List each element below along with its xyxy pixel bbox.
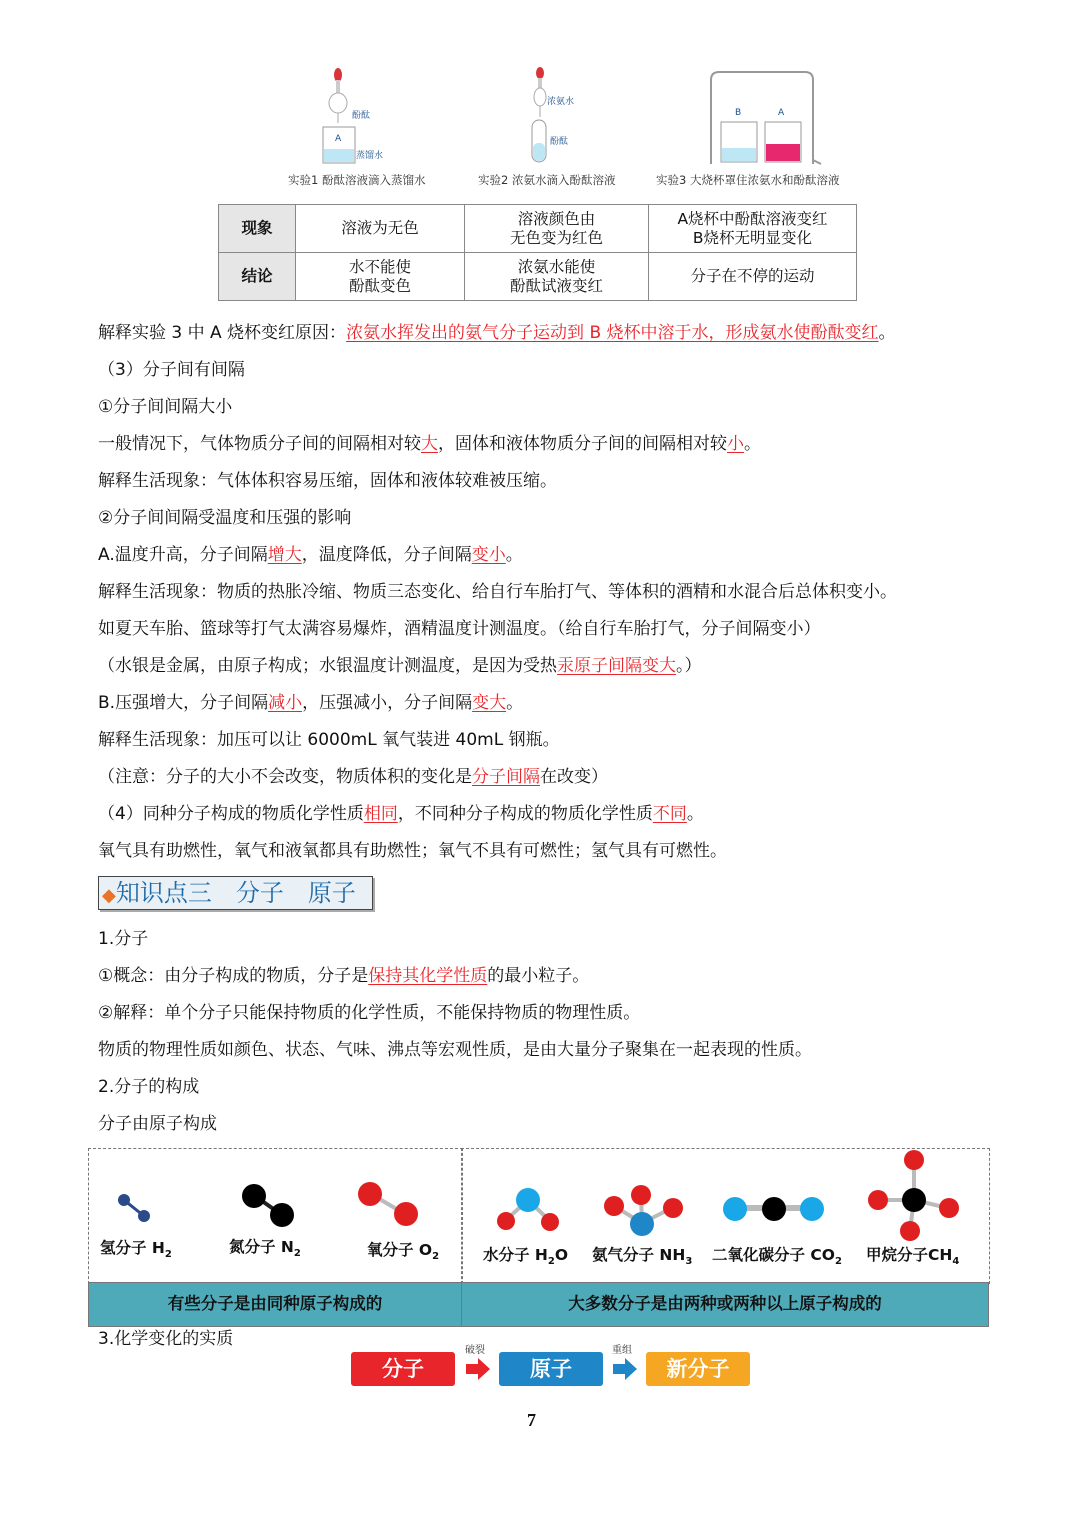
- same-atom-caption-bar: 有些分子是由同种原子构成的: [88, 1282, 462, 1327]
- text-line: 解释生活现象：物质的热胀冷缩、物质三态变化、给自行车胎打气、等体积的酒精和水混合后总体积变小。: [98, 582, 897, 602]
- molecule-label-h2: 氢分子 $H_2$: [100, 1239, 172, 1261]
- right-arrow-icon: [466, 1358, 490, 1380]
- exp2-tube-label: 酚酞: [550, 137, 569, 147]
- text-line: ②分子间间隔受温度和压强的影响: [98, 508, 352, 528]
- text-line: ①分子间间隔大小: [98, 397, 233, 417]
- diamond-icon: ◆: [102, 885, 116, 906]
- molecule-label-co2: 二氧化碳分子 $CO_2$: [712, 1246, 842, 1268]
- flow-step-break-label: 破裂: [465, 1345, 485, 1356]
- exp3-beaker-b-label: B: [735, 108, 742, 118]
- text-line: 物质的物理性质如颜色、状态、气味、沸点等宏观性质，是由大量分子聚集在一起表现的性质。: [98, 1040, 812, 1060]
- table-cell: 溶液颜色由 无色变为红色: [465, 205, 649, 253]
- flow-box-new-molecule: 新分子: [646, 1352, 750, 1386]
- section-heading: [98, 876, 373, 910]
- row-header: 现象: [219, 205, 296, 253]
- table-cell: A烧杯中酚酞溶液变红 B烧杯无明显变化: [649, 205, 857, 253]
- text-line: 分子由原子构成: [98, 1114, 217, 1134]
- experiment-2-illustration: [520, 65, 580, 165]
- table-cell: 溶液为无色: [296, 205, 465, 253]
- text-line: B.压强增大，分子间隔减小，压强减小，分子间隔变大。: [98, 693, 524, 713]
- experiment-1-caption: 实验1 酚酞溶液滴入蒸馏水: [288, 173, 426, 187]
- text-line: ①概念：由分子构成的物质，分子是保持其化学性质的最小粒子。: [98, 966, 590, 986]
- table-cell: 分子在不停的运动: [649, 253, 857, 301]
- section-title: 知识点三 分子 原子: [115, 879, 356, 907]
- experiment-3-caption: 实验3 大烧杯罩住浓氨水和酚酞溶液: [656, 173, 840, 187]
- multi-atom-caption-bar: 大多数分子是由两种或两种以上原子构成的: [461, 1282, 989, 1327]
- table-row: [219, 253, 857, 301]
- exp2-dropper-label: 浓氨水: [547, 97, 575, 107]
- table-cell: 水不能使 酚酞变色: [296, 253, 465, 301]
- page-number: 7: [527, 1410, 536, 1430]
- exp1-beaker-label: A: [335, 134, 342, 144]
- text-line: 1.分子: [98, 929, 149, 949]
- text-line: 一般情况下，气体物质分子间的间隔相对较大，固体和液体物质分子间的间隔相对较小。: [98, 434, 761, 454]
- table-cell: 浓氨水能使 酚酞试液变红: [465, 253, 649, 301]
- flow-box-molecule: 分子: [351, 1352, 455, 1386]
- molecule-label-n2: 氮分子 $N_2$: [229, 1238, 301, 1260]
- molecule-label-h2o: 水分子 $H_2O$: [483, 1246, 569, 1268]
- text-line: （4）同种分子构成的物质化学性质相同，不同种分子构成的物质化学性质不同。: [98, 804, 704, 824]
- flow-step-recombine-label: 重组: [612, 1345, 632, 1356]
- table-row: [219, 205, 857, 253]
- text-line: 解释生活现象：气体体积容易压缩，固体和液体较难被压缩。: [98, 471, 557, 491]
- exp1-dropper-label: 酚酞: [352, 111, 371, 121]
- experiment-2-caption: 实验2 浓氨水滴入酚酞溶液: [478, 173, 616, 187]
- row-header: 结论: [219, 253, 296, 301]
- molecule-label-nh3: 氨气分子 $NH_3$: [592, 1246, 693, 1268]
- exp1-liquid-label: 蒸馏水: [356, 151, 384, 161]
- text-line: 2.分子的构成: [98, 1077, 200, 1097]
- text-line: 3.化学变化的实质: [98, 1329, 234, 1349]
- text-line: 解释实验 3 中 A 烧杯变红原因：浓氨水挥发出的氨气分子运动到 B 烧杯中溶于水，形成氨水使酚酞变红。: [98, 323, 896, 343]
- molecule-label-o2: 氧分子 $O_2$: [367, 1241, 440, 1263]
- text-line: 解释生活现象：加压可以让 6000mL 氧气装进 40mL 钢瓶。: [98, 730, 560, 750]
- experiment-3-illustration: [705, 68, 825, 168]
- flow-box-atom: 原子: [499, 1352, 603, 1386]
- text-line: ②解释：单个分子只能保持物质的化学性质，不能保持物质的物理性质。: [98, 1003, 641, 1023]
- exp3-beaker-a-label: A: [778, 108, 785, 118]
- text-line: A.温度升高，分子间隔增大，温度降低，分子间隔变小。: [98, 545, 523, 565]
- right-arrow-icon: [613, 1358, 637, 1380]
- text-line: 如夏天车胎、篮球等打气太满容易爆炸，酒精温度计测温度。（给自行车胎打气，分子间隔变小）: [98, 619, 821, 639]
- text-line: （注意：分子的大小不会改变，物质体积的变化是分子间隔在改变）: [98, 767, 608, 787]
- text-line: （3）分子间有间隔: [98, 360, 245, 380]
- molecule-label-ch4: 甲烷分子$CH_4$: [866, 1246, 960, 1268]
- text-line: 氧气具有助燃性，氧气和液氧都具有助燃性；氧气不具有可燃性；氢气具有可燃性。: [98, 841, 727, 861]
- text-line: （水银是金属，由原子构成；水银温度计测温度，是因为受热汞原子间隔变大。）: [98, 656, 702, 676]
- phenomenon-conclusion-table: [218, 204, 857, 301]
